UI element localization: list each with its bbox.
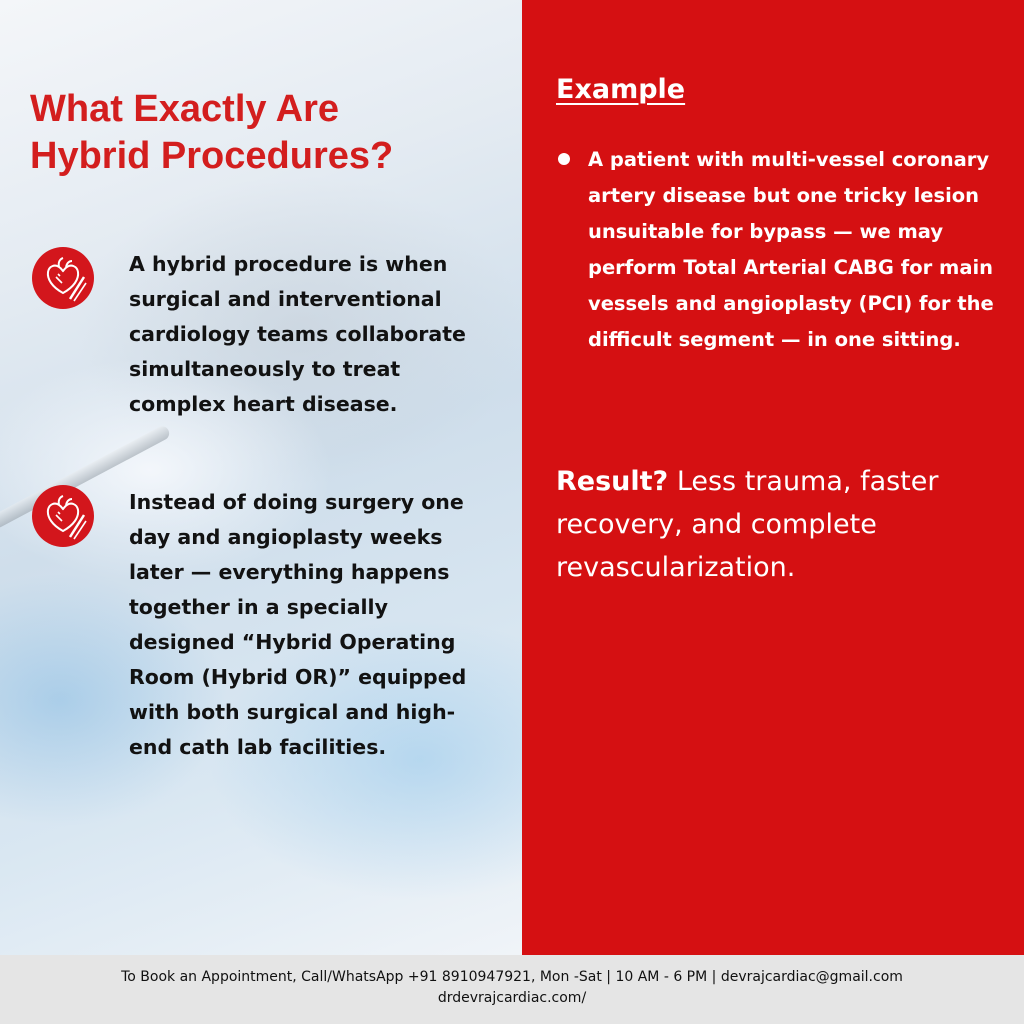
footer-website: drdevrajcardiac.com/ — [437, 990, 587, 1006]
bullet-dot-icon — [558, 153, 570, 165]
left-panel — [0, 0, 522, 955]
heart-surgery-icon — [32, 485, 94, 547]
footer-contact-bar — [0, 955, 1024, 1024]
right-panel — [522, 0, 1024, 955]
point-text: A hybrid procedure is when surgical and interventional cardiology teams collaborate simultaneously to treat complex heart disease. — [129, 252, 466, 416]
footer-contact-line: To Book an Appointment, Call/WhatsApp +91 8910947921, Mon -Sat | 10 AM - 6 PM | devrajcardiac@gmail.com — [121, 969, 903, 985]
title-line-1: What Exactly Are — [30, 88, 340, 130]
result-statement — [556, 460, 1006, 589]
point-text: Instead of doing surgery one day and angioplasty weeks later — everything happens together in a specially designed “Hybrid Operating Room (Hybrid OR)” equipped with both surgical and high-end cath lab facilities. — [129, 490, 467, 759]
example-title: Example — [556, 74, 686, 105]
title-line-2: Hybrid Procedures? — [30, 135, 394, 177]
result-text: Less trauma, faster recovery, and complete revascularization. — [556, 466, 939, 583]
example-text: A patient with multi-vessel coronary artery disease but one tricky lesion unsuitable for bypass — we may perform Total Arterial CABG for main vessels and angioplasty (PCI) for the difficult segment — in one sitting. — [588, 148, 994, 351]
page-title — [30, 86, 510, 180]
heart-surgery-icon — [32, 247, 94, 309]
result-label: Result? — [556, 466, 669, 497]
